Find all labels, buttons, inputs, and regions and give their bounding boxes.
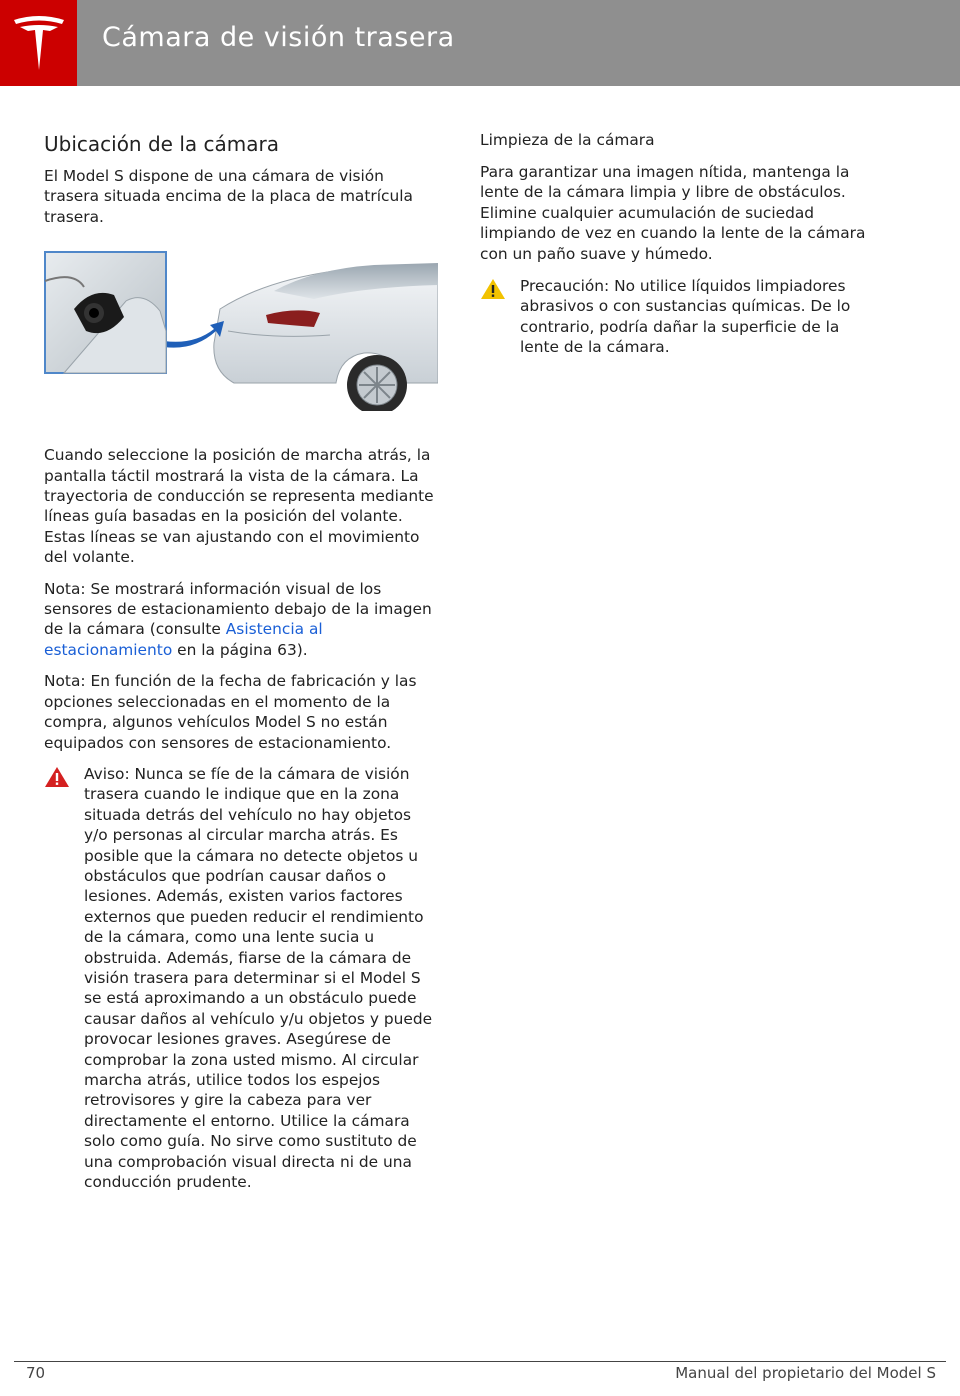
section-heading-camera-location: Ubicación de la cámara (44, 132, 279, 156)
right-column (480, 128, 875, 358)
caution-icon (480, 278, 506, 304)
left-column (44, 128, 439, 1192)
footer-divider (14, 1361, 946, 1362)
note-parking-sensors-display (44, 579, 439, 661)
warning-icon (44, 766, 70, 792)
page-header (0, 0, 960, 86)
camera-location-illustration (44, 251, 438, 411)
note-text-before-link: Nota: Se mostrará información visual de los sensores de estacionamiento debajo de la imagen de la cámara (consulte (44, 579, 432, 639)
page-number: 70 (26, 1364, 46, 1382)
parking-assist-link[interactable]: Asistencia al estacionamiento (44, 620, 323, 659)
tesla-logo-icon (12, 14, 66, 72)
intro-paragraph: El Model S dispone de una cámara de visión trasera situada encima de la placa de matrícula trasera. (44, 167, 413, 226)
note-sensors-availability: Nota: En función de la fecha de fabricación y las opciones seleccionadas en el momento de la compra, algunos vehículos Model S no están equipados con sensores de estacionamiento. (44, 672, 417, 752)
section-heading-camera-cleaning: Limpieza de la cámara (480, 131, 655, 149)
caution-callout (480, 276, 875, 358)
page-title: Cámara de visión trasera (102, 22, 455, 53)
tesla-logo (0, 0, 77, 86)
reverse-gear-paragraph: Cuando seleccione la posición de marcha atrás, la pantalla táctil mostrará la vista de la cámara. La trayectoria de conducción se representa mediante líneas guía basadas en la posición del volante. Estas líneas se van ajustando con el movimiento del volante. (44, 446, 434, 567)
caution-text: Precaución: No utilice líquidos limpiadores abrasivos o con sustancias químicas. De lo contrario, podría dañar la superficie de la lente de la cámara. (520, 277, 851, 357)
footer-manual-title: Manual del propietario del Model S (675, 1364, 936, 1382)
warning-text: Aviso: Nunca se fíe de la cámara de visión trasera cuando le indique que en la zona situada detrás del vehículo no hay objetos y/o personas al circular marcha atrás. Es posible que la cámara no detecte objetos u obstáculos que podrían causar daños o lesiones. Además, existen varios factores externos que pueden reducir el rendimiento de la cámara, como una lente sucia u obstruida. Además, fiarse de la cámara de visión trasera para determinar si el Model S se está aproximando a un obstáculo puede causar daños al vehículo y/u objetos y puede provocar lesiones graves. Asegúrese de comprobar la zona usted mismo. Al circular marcha atrás, utilice todos los espejos retrovisores y gire la cabeza para ver directamente el entorno. Utilice la cámara solo como guía. No sirve como sustituto de una comprobación visual directa ni de una conducción prudente. (84, 764, 433, 1192)
cleaning-paragraph: Para garantizar una imagen nítida, mantenga la lente de la cámara limpia y libre de obstáculos. Elimine cualquier acumulación de suciedad limpiando de vez en cuando la lente de la cámara con un paño suave y húmedo. (480, 163, 866, 263)
warning-callout (44, 764, 439, 1193)
note-text-after-link: en la página 63). (172, 640, 308, 659)
